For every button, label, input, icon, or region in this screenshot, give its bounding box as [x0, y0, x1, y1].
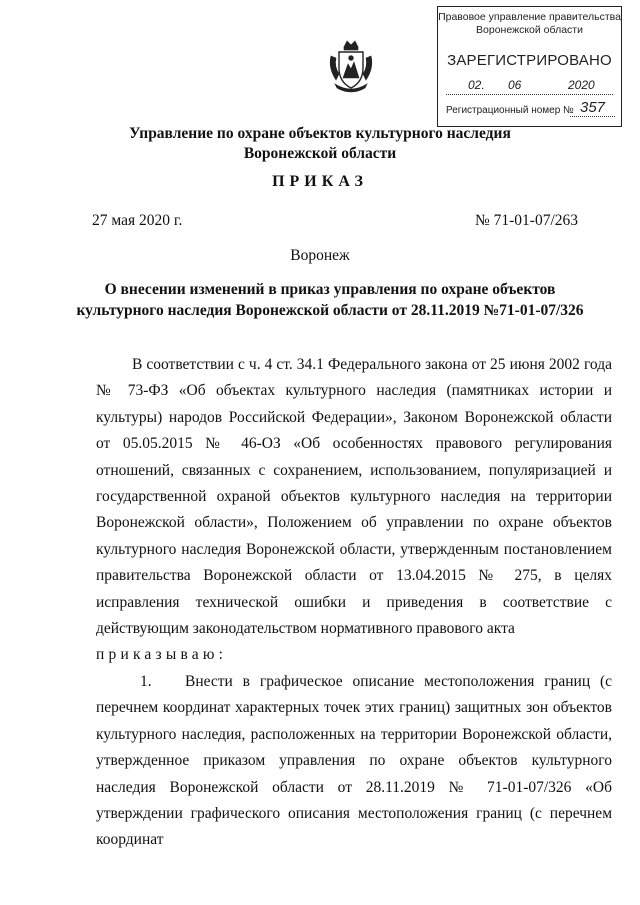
stamp-date-month: 06 [508, 78, 522, 92]
document-type: ПРИКАЗ [272, 173, 368, 190]
preamble-paragraph: В соответствии с ч. 4 ст. 34.1 Федерального закона от 25 июня 2002 года № 73-ФЗ «Об объектах культурного наследия (памятниках истории и культуры) народов Российской Федерации», Законом Воронежской области от 05.05.2015 № 46-ОЗ «Об особенностях правового регулирования отношений, связанных с сохранением, использованием, популяризацией и государственной охраной объектов культурного наследия на территории Воронежской области», Положением об управлении по охране объектов культурного наследия Воронежской области, утвержденным постановлением правительства Воронежской области от 13.04.2015 № 275, в целях исправления технической ошибки и приведения в соответствие с действующим законодательством нормативного правового акта [96, 356, 612, 638]
stamp-org-line1: Правовое управление правительства [438, 11, 621, 23]
order-item-1-number: 1. [140, 672, 152, 690]
document-subject [70, 279, 590, 321]
stamp-org-line2: Воронежской области [476, 24, 583, 36]
stamp-reg-number-value: 357 [570, 99, 615, 117]
org-line1: Управление по охране объектов культурного наследия [129, 125, 511, 142]
document-number: № 71-01-07/263 [474, 212, 578, 229]
document-body [96, 352, 612, 854]
org-line2: Воронежской области [243, 145, 397, 162]
stamp-reg-number-label: Регистрационный номер № [446, 105, 574, 116]
stamp-organization [438, 11, 621, 37]
issuing-organization [0, 124, 640, 164]
registration-stamp [437, 6, 622, 127]
stamp-date-year: 2020 [568, 78, 595, 92]
stamp-reg-number [446, 99, 615, 118]
stamp-registered-label: ЗАРЕГИСТРИРОВАНО [447, 52, 612, 69]
subject-line1: О внесении изменений в приказ управления по охране объектов [104, 281, 556, 298]
order-item-1 [96, 669, 612, 854]
subject-line2: культурного наследия Воронежской области от 28.11.2019 №71-01-07/326 [76, 302, 584, 319]
stamp-date-day: 02. [468, 78, 485, 92]
coat-of-arms-icon [327, 38, 375, 96]
orders-word: приказываю: [96, 646, 228, 664]
document-city: Воронеж [290, 247, 350, 264]
document-date: 27 мая 2020 г. [92, 212, 183, 229]
order-item-1-text: Внести в графическое описание местоположения границ (с перечнем координат характерных точек этих границ) защитных зон объектов культурного наследия, расположенных на территории Воронежской области, утвержденное приказом управления по охране объектов культурного наследия Воронежской области от 28.11.2019 № 71-01-07/326 «Об утверждении графического описания местоположения границ (с перечнем координат [96, 672, 612, 849]
stamp-date [446, 78, 613, 95]
